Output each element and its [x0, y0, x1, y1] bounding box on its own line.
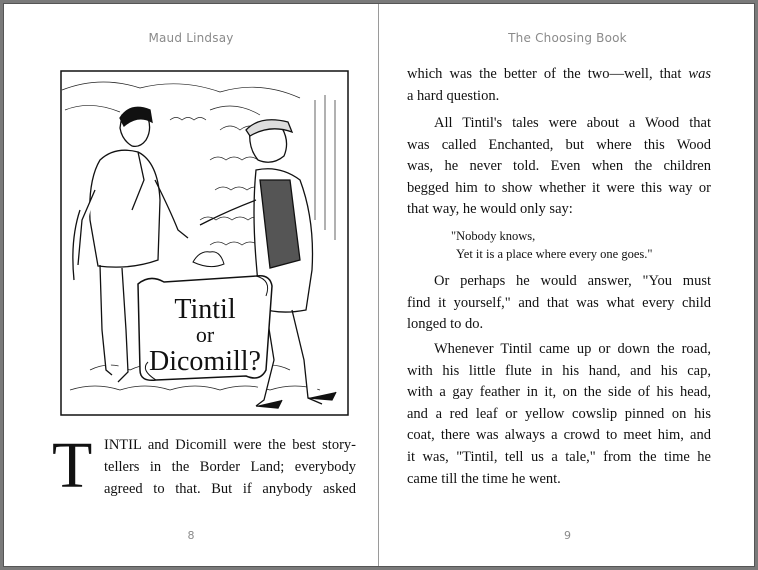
text-line: INTIL and Dicomill were the best story-: [104, 437, 356, 453]
text-line: a hard question.: [407, 87, 500, 104]
paragraph-whenever-tintil: [407, 339, 711, 490]
text-line: agreed to that. But if anybody asked: [104, 481, 356, 497]
paragraph-find-it: [407, 271, 711, 336]
paragraph-continued: [407, 64, 711, 107]
text-line: was, he never told. Even when the children: [407, 158, 711, 175]
text-line: All Tintil's tales were about a Wood that: [434, 115, 711, 131]
text-line: it was, "Tintil, tell us a tale," from the time he: [407, 448, 711, 465]
left-running-head: Maud Lindsay: [148, 31, 234, 45]
text-line: coat, there was always a crowd to meet him, and: [407, 427, 711, 444]
caption-tintil: Tintil: [174, 294, 236, 325]
text-line: with his little flute in his hand, and his cap,: [407, 362, 711, 379]
text-line: came till the time he went.: [407, 470, 561, 487]
text-line: begged him to show whether it were this way or: [407, 179, 711, 196]
caption-or: or: [195, 322, 215, 347]
right-page-number: 9: [564, 529, 571, 542]
text-line: with a gay feather in it, on the side of his head,: [407, 384, 711, 401]
text-line: that way, he would only say:: [407, 201, 573, 218]
text-line: was called Enchanted, but where this Wood: [407, 136, 711, 153]
text-line: tellers in the Border Land; everybody: [104, 459, 356, 475]
verse-line: Yet it is a place where every one goes.": [456, 247, 653, 261]
left-page[interactable]: [4, 4, 379, 566]
text-line: find it yourself," and that was what every child: [407, 294, 711, 311]
verse-quote: [451, 227, 652, 263]
book-spread: [3, 3, 755, 567]
paragraph-tintil-tales: [407, 113, 711, 221]
right-page[interactable]: [379, 4, 756, 566]
illustration-tintil-dicomill: [60, 70, 349, 416]
drop-cap: T: [52, 429, 93, 502]
left-page-number: 8: [187, 529, 195, 542]
text-line: and a red leaf or yellow cowslip pinned on his: [407, 405, 711, 422]
caption-dicomill: Dicomill?: [149, 346, 261, 377]
text-line: Whenever Tintil came up or down the road,: [434, 341, 711, 357]
text-line: which was the better of the two—well, that was: [407, 66, 711, 82]
right-running-head: The Choosing Book: [508, 31, 627, 45]
emphasis-was: was: [688, 66, 711, 82]
illustration-caption-scroll: [138, 276, 272, 381]
verse-line: "Nobody knows,: [451, 229, 536, 243]
text-line: Or perhaps he would answer, "You must: [434, 273, 711, 289]
text-line: longed to do.: [407, 316, 484, 333]
